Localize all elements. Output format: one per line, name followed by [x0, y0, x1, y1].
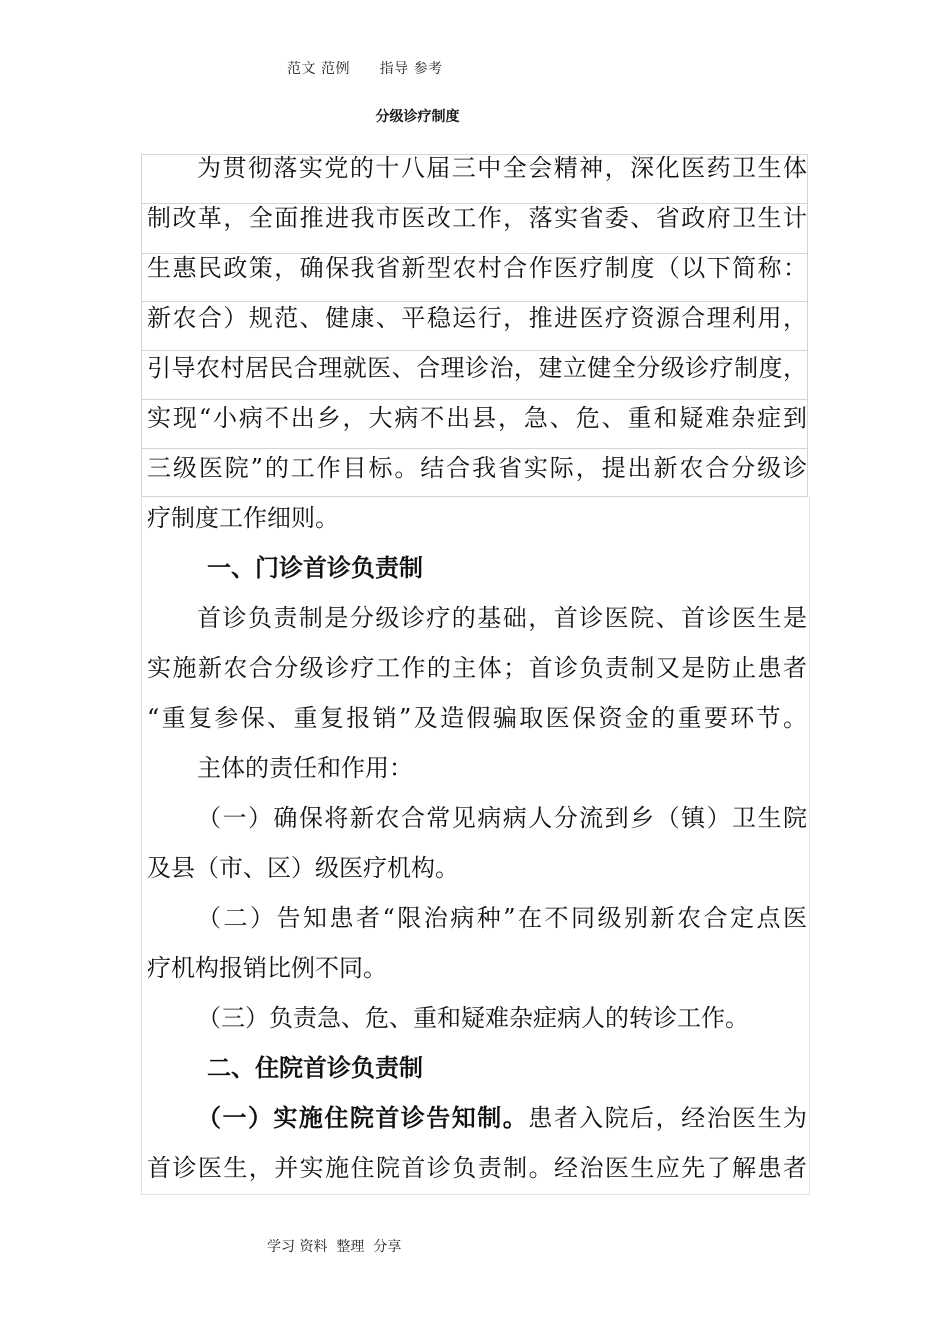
paragraph-line: 首诊医生，并实施住院首诊负责制。经治医生应先了解患者	[147, 1154, 807, 1182]
list-item-line: （一）确保将新农合常见病病人分流到乡（镇）卫生院	[197, 804, 807, 832]
table-border	[141, 154, 142, 496]
paragraph-line: 主体的责任和作用：	[197, 754, 413, 782]
paragraph-line	[147, 1100, 807, 1150]
paragraph-line: 新农合）规范、健康、平稳运行，推进医疗资源合理利用，	[147, 304, 807, 332]
paragraph-line: 首诊负责制是分级诊疗的基础，首诊医院、首诊医生是	[197, 604, 807, 632]
paragraph-line: “重复参保、重复报销”及造假骗取医保资金的重要环节。	[147, 704, 807, 732]
document-body	[147, 150, 807, 1200]
paragraph-line: 实现“小病不出乡，大病不出县，急、危、重和疑难杂症到	[147, 404, 807, 432]
paragraph-line: 实施新农合分级诊疗工作的主体；首诊负责制又是防止患者	[147, 654, 807, 682]
paragraph-line: 生惠民政策，确保我省新型农村合作医疗制度（以下简称：	[147, 254, 807, 282]
paragraph-line: 为贯彻落实党的十八届三中全会精神，深化医药卫生体	[197, 154, 807, 182]
paragraph-text: 患者入院后，经治医生为	[528, 1104, 807, 1132]
table-border	[807, 154, 808, 496]
document-title: 分级诊疗制度	[375, 109, 460, 125]
paragraph-line: 制改革，全面推进我市医改工作，落实省委、省政府卫生计	[147, 204, 807, 232]
paragraph-line: 引导农村居民合理就医、合理诊治，建立健全分级诊疗制度，	[147, 354, 807, 382]
section-heading-2: 二、住院首诊负责制	[207, 1053, 423, 1082]
list-item-line: （三）负责急、危、重和疑难杂症病人的转诊工作。	[197, 1004, 749, 1032]
list-item-line: 及县（市、区）级医疗机构。	[147, 854, 459, 882]
list-item-line: 疗机构报销比例不同。	[147, 954, 387, 982]
bold-lead-in: （一）实施住院首诊告知制。	[197, 1103, 529, 1132]
page-footer: 学习 资料 整理 分享	[267, 1239, 402, 1255]
list-item-line: （二）告知患者“限治病种”在不同级别新农合定点医	[197, 904, 807, 932]
paragraph-line: 疗制度工作细则。	[147, 504, 339, 532]
section-heading-1: 一、门诊首诊负责制	[207, 553, 423, 582]
paragraph-line: 三级医院”的工作目标。结合我省实际，提出新农合分级诊	[147, 454, 807, 482]
page-header: 范文 范例 指导 参考	[287, 61, 443, 77]
